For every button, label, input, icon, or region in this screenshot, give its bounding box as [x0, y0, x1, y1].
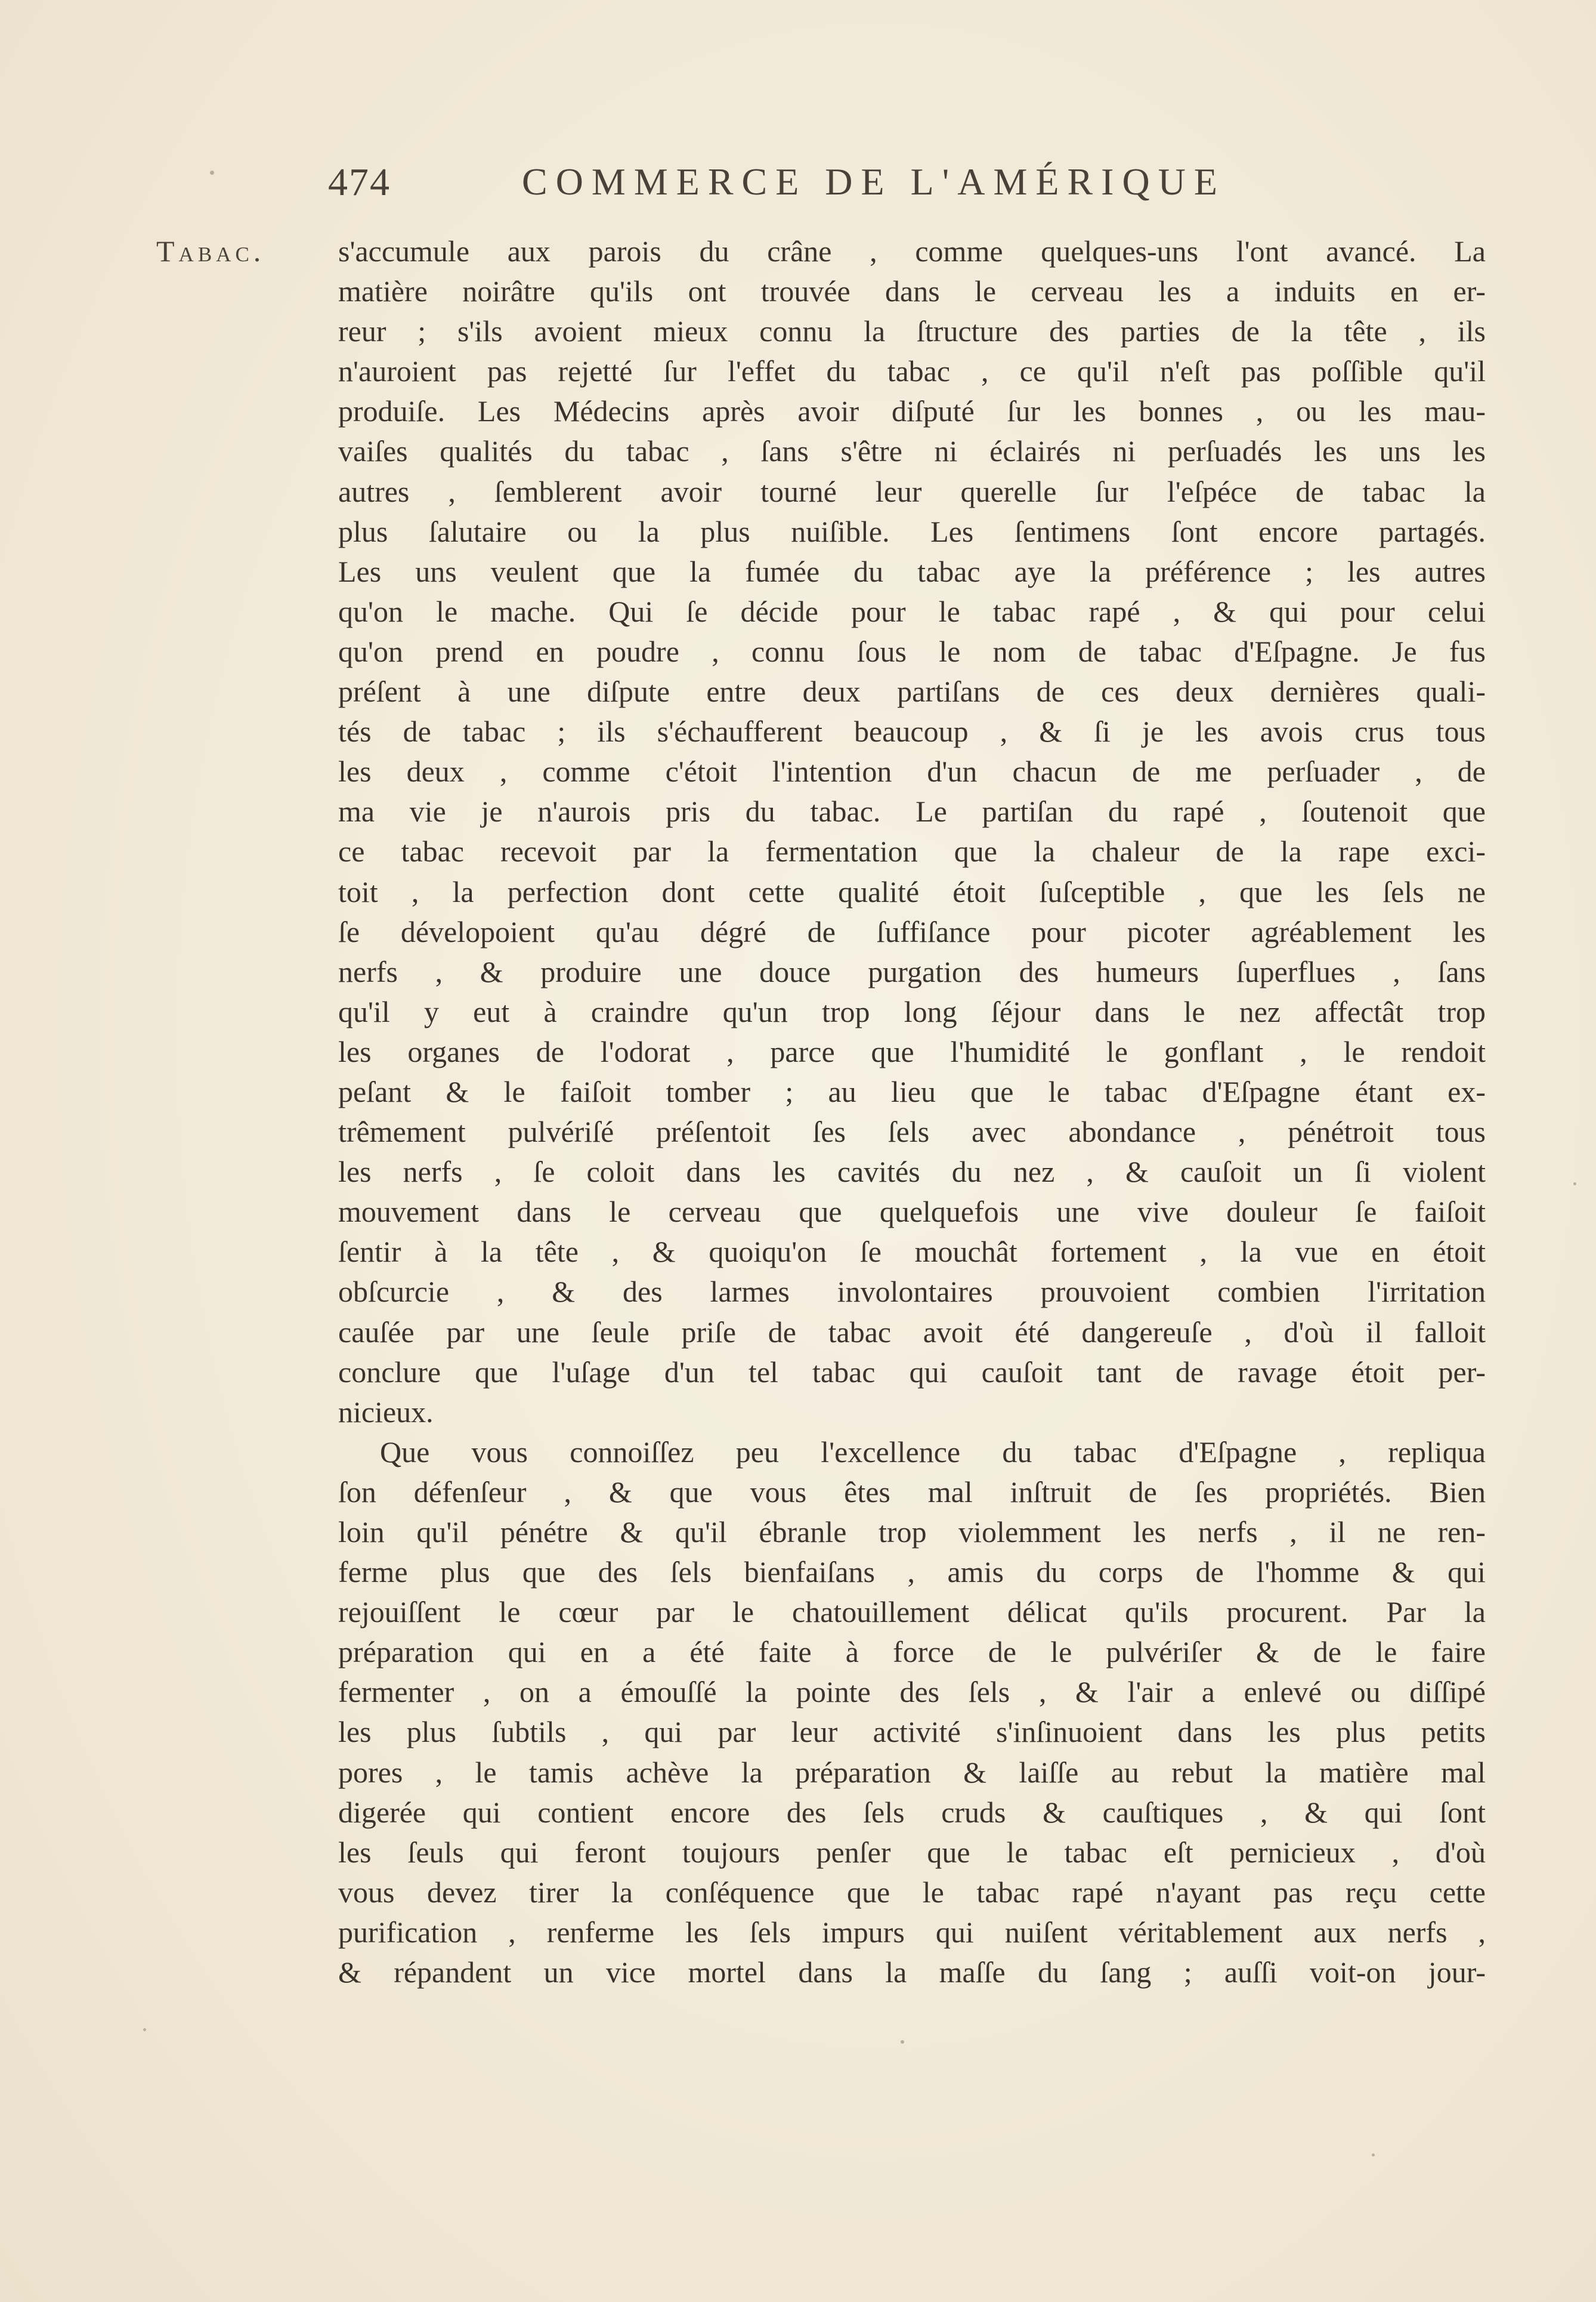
text-line: les ſeuls qui feront toujours penſer que le tabac eſt pernicieux , d'où	[338, 1835, 1486, 1869]
page-number: 474	[328, 160, 391, 204]
text-line: ſentir à la tête , & quoiqu'on ſe mouchât fortement , la vue en étoit	[338, 1235, 1486, 1269]
text-line: qu'il y eut à craindre qu'un trop long ſéjour dans le nez affectât trop	[338, 994, 1486, 1028]
text-line: ferme plus que des ſels bienfaiſans , amis du corps de l'homme & qui	[338, 1555, 1486, 1589]
text-line: qu'on prend en poudre , connu ſous le nom de tabac d'Eſpagne. Je fus	[338, 634, 1486, 668]
text-line: trêmement pulvériſé préſentoit ſes ſels avec abondance , pénétroit tous	[338, 1115, 1486, 1149]
text-line: matière noirâtre qu'ils ont trouvée dans le cerveau les a induits en er-	[338, 274, 1486, 308]
text-line: obſcurcie , & des larmes involontaires prouvoient combien l'irritation	[338, 1275, 1486, 1309]
text-line: qu'on le mache. Qui ſe décide pour le tabac rapé , & qui pour celui	[338, 594, 1486, 628]
page-header	[328, 160, 1342, 214]
text-line: les plus ſubtils , qui par leur activité s'inſinuoient dans les plus petits	[338, 1715, 1486, 1749]
text-line: nerfs , & produire une douce purgation des humeurs ſuperflues , ſans	[338, 954, 1486, 988]
text-line: nicieux.	[338, 1395, 434, 1429]
body-text	[338, 231, 1486, 1992]
text-line: autres , ſemblerent avoir tourné leur querelle ſur l'eſpéce de tabac la	[338, 474, 1486, 508]
text-line: vous devez tirer la conſéquence que le tabac rapé n'ayant pas reçu cette	[338, 1875, 1486, 1909]
text-line: peſant & le faiſoit tomber ; au lieu que le tabac d'Eſpagne étant ex-	[338, 1074, 1486, 1108]
text-line: préparation qui en a été faite à force de le pulvériſer & de le faire	[338, 1635, 1486, 1669]
text-line: Que vous connoiſſez peu l'excellence du tabac d'Eſpagne , repliqua	[380, 1435, 1486, 1469]
text-line: ſon défenſeur , & que vous êtes mal inſtruit de ſes propriétés. Bien	[338, 1475, 1486, 1509]
text-line: Les uns veulent que la fumée du tabac aye la préférence ; les autres	[338, 554, 1486, 588]
text-line: loin qu'il pénétre & qu'il ébranle trop violemment les nerfs , il ne ren-	[338, 1515, 1486, 1549]
text-line: les organes de l'odorat , parce que l'humidité le gonflant , le rendoit	[338, 1034, 1486, 1068]
running-head: COMMERCE DE L'AMÉRIQUE	[522, 160, 1226, 203]
paper-speck	[1573, 1182, 1576, 1185]
paragraph-1	[338, 231, 1486, 1432]
text-line: ma vie je n'aurois pris du tabac. Le partiſan du rapé , ſoutenoit que	[338, 795, 1486, 829]
text-line: toit , la perfection dont cette qualité étoit ſuſceptible , que les ſels ne	[338, 875, 1486, 909]
text-line: produiſe. Les Médecins après avoir diſputé ſur les bonnes , ou les mau-	[338, 394, 1486, 428]
text-line: digerée qui contient encore des ſels cruds & cauſtiques , & qui ſont	[338, 1795, 1486, 1829]
text-line: cauſée par une ſeule priſe de tabac avoit été dangereuſe , d'où il falloit	[338, 1315, 1486, 1349]
text-line: tés de tabac ; ils s'échaufferent beaucoup , & ſi je les avois crus tous	[338, 715, 1486, 749]
text-line: conclure que l'uſage d'un tel tabac qui cauſoit tant de ravage étoit per-	[338, 1355, 1486, 1389]
text-line: fermenter , on a émouſſé la pointe des ſels , & l'air a enlevé ou diſſipé	[338, 1675, 1486, 1709]
paper-speck	[143, 2028, 146, 2031]
text-line: préſent à une diſpute entre deux partiſans de ces deux dernières quali-	[338, 675, 1486, 709]
text-line: mouvement dans le cerveau que quelquefois une vive douleur ſe faiſoit	[338, 1195, 1486, 1229]
text-line: ſe dévelopoient qu'au dégré de ſuffiſance pour picoter agréablement les	[338, 914, 1486, 948]
text-line: s'accumule aux parois du crâne , comme quelques-uns l'ont avancé. La	[338, 234, 1486, 268]
text-line: reur ; s'ils avoient mieux connu la ſtructure des parties de la tête , ils	[338, 314, 1486, 348]
text-line: les nerfs , ſe coloit dans les cavités du nez , & cauſoit un ſi violent	[338, 1155, 1486, 1189]
text-line: & répandent un vice mortel dans la maſſe du ſang ; auſſi voit-on jour-	[338, 1955, 1486, 1989]
text-line: n'auroient pas rejetté ſur l'effet du tabac , ce qu'il n'eſt pas poſſible qu'il	[338, 354, 1486, 388]
paper-speck	[901, 2040, 904, 2044]
text-line: vaiſes qualités du tabac , ſans s'être ni éclairés ni perſuadés les uns les	[338, 434, 1486, 468]
text-line: plus ſalutaire ou la plus nuiſible. Les ſentimens ſont encore partagés.	[338, 514, 1486, 548]
text-line: rejouiſſent le cœur par le chatouillement délicat qu'ils procurent. Par la	[338, 1595, 1486, 1629]
text-line: purification , renferme les ſels impurs qui nuiſent véritablement aux nerfs ,	[338, 1915, 1486, 1949]
paragraph-2	[338, 1432, 1486, 1992]
paper-speck	[210, 171, 214, 175]
text-line: les deux , comme c'étoit l'intention d'un chacun de me perſuader , de	[338, 755, 1486, 789]
text-line: pores , le tamis achève la préparation & laiſſe au rebut la matière mal	[338, 1755, 1486, 1789]
paper-speck	[1372, 2153, 1375, 2156]
text-line: ce tabac recevoit par la fermentation que la chaleur de la rape exci-	[338, 835, 1486, 869]
margin-note: Tabac.	[156, 234, 265, 268]
